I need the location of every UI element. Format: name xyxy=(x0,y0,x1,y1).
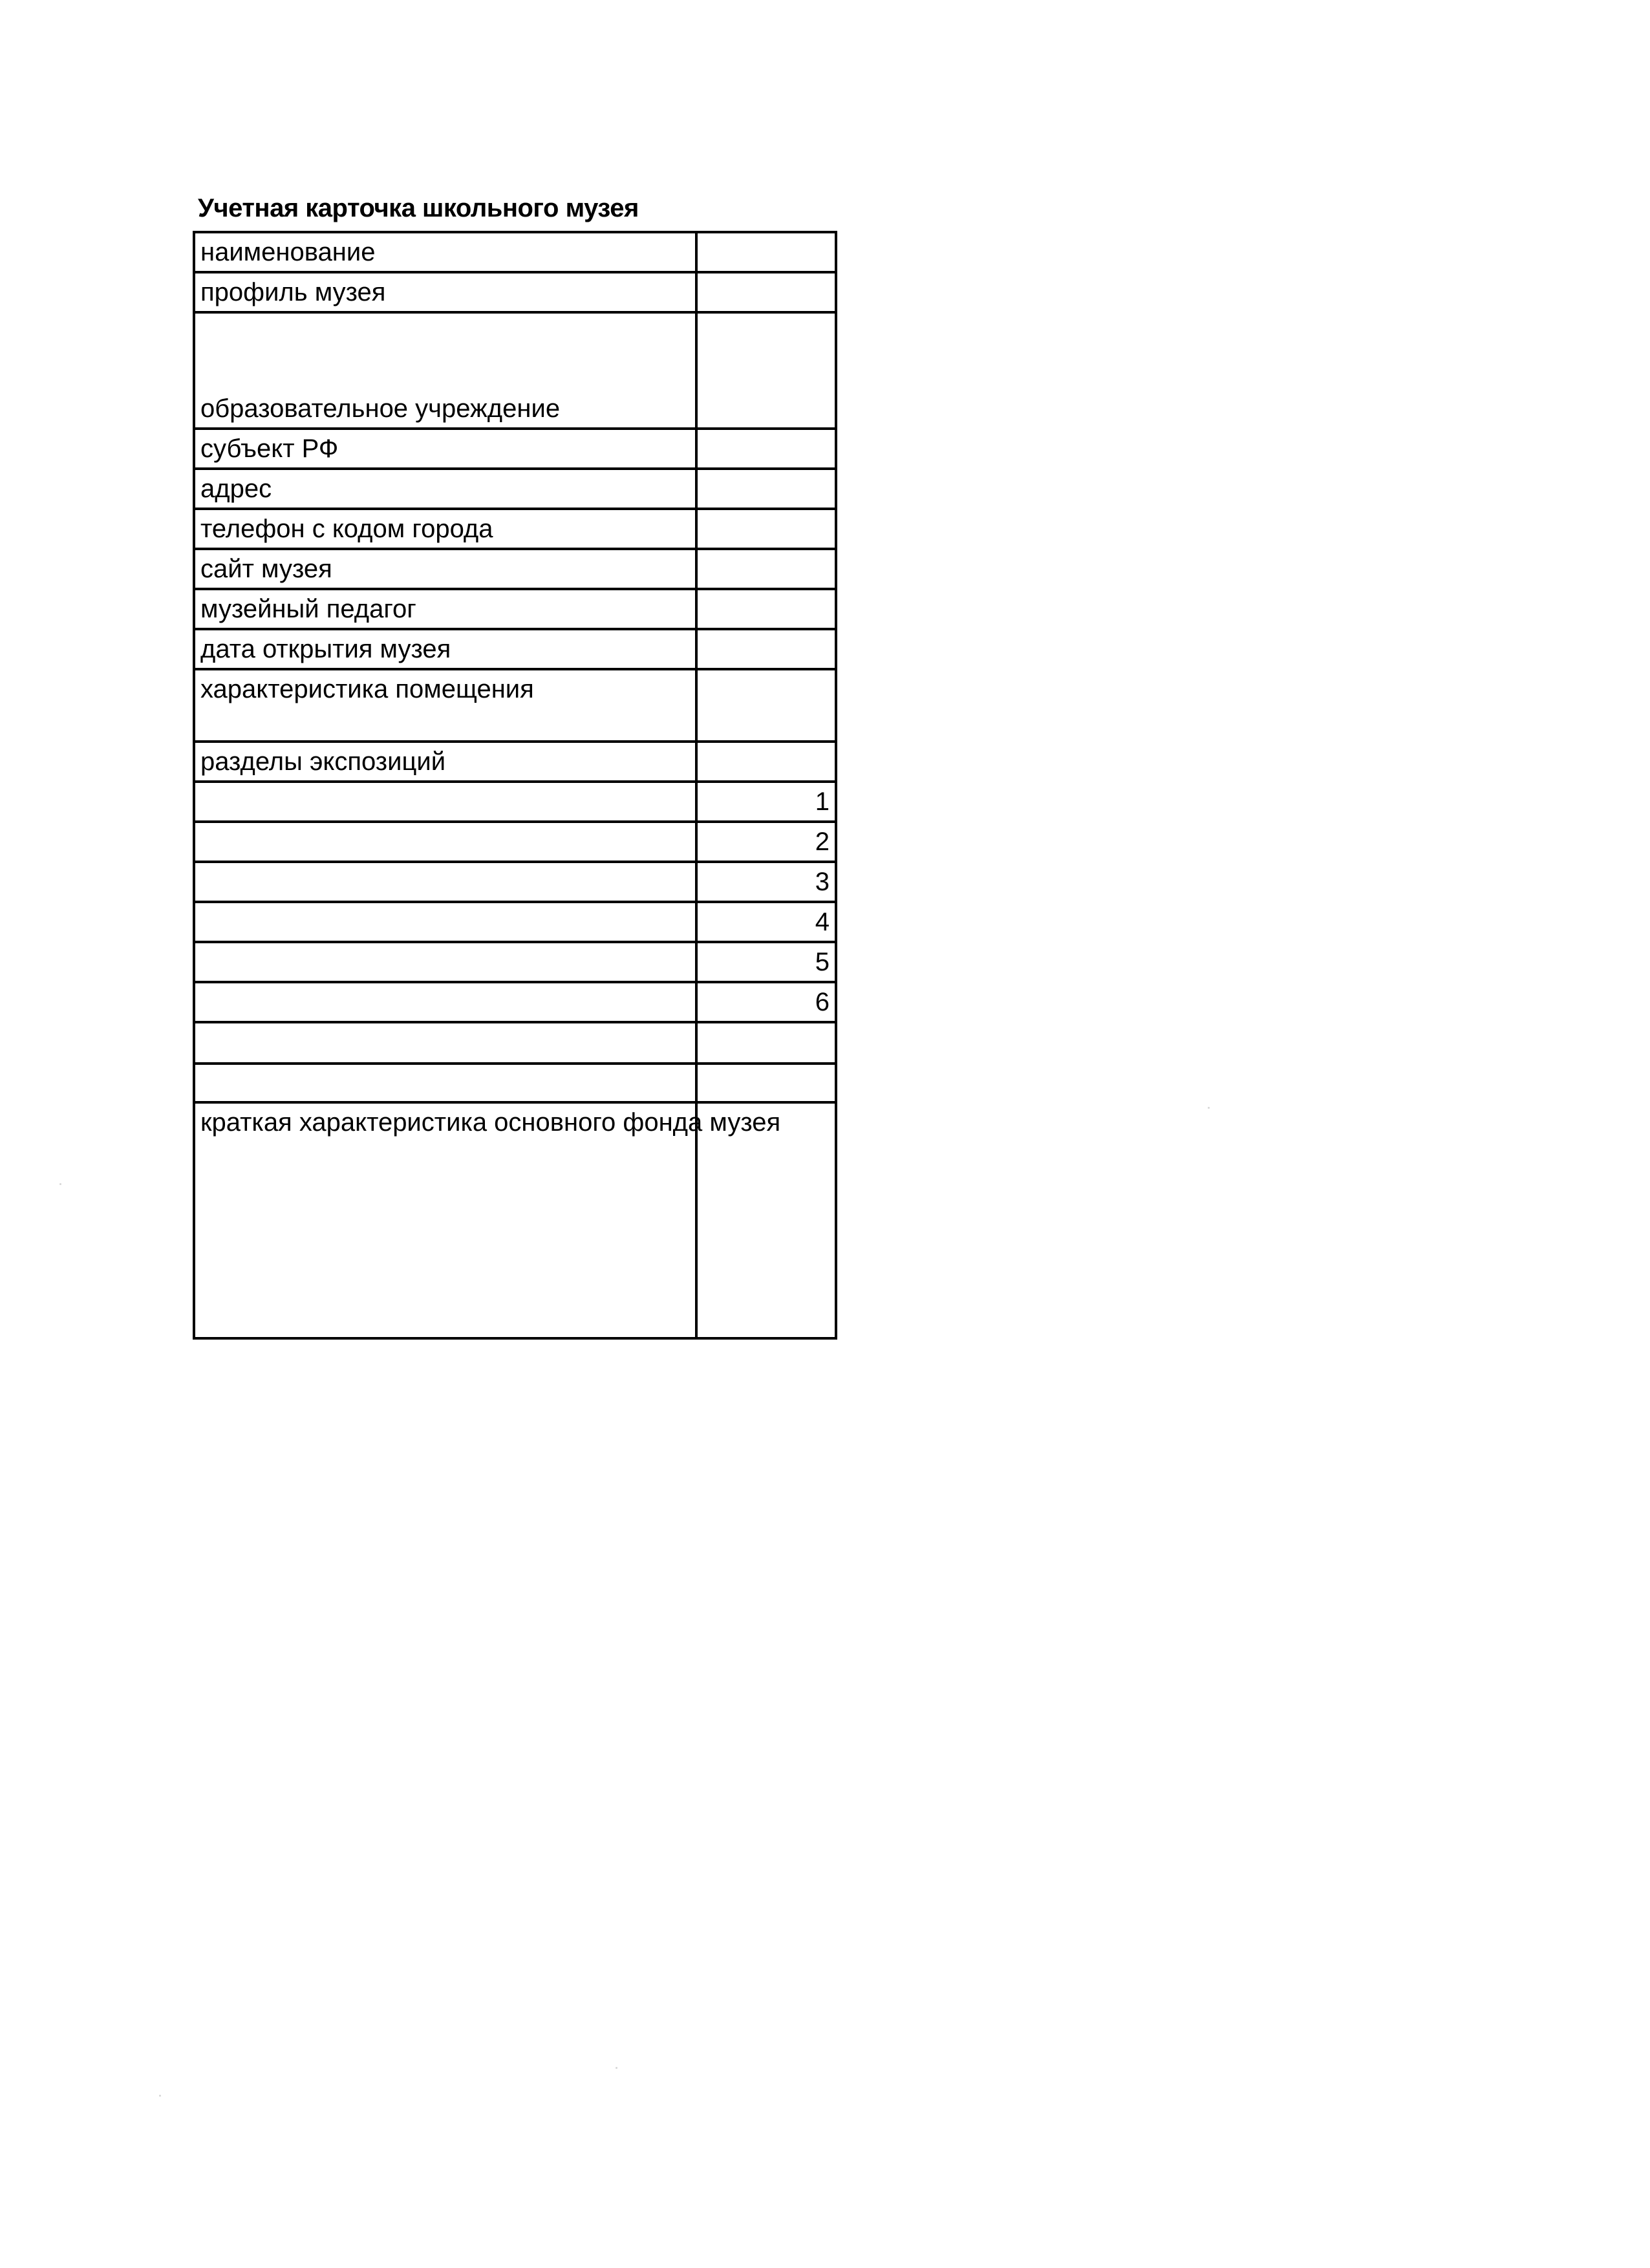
section-name-cell xyxy=(194,902,696,942)
empty-cell xyxy=(194,1022,696,1064)
section-row xyxy=(194,822,836,862)
table-row xyxy=(194,509,836,549)
table-row xyxy=(194,1022,836,1064)
field-value-institution xyxy=(696,312,836,429)
section-row xyxy=(194,942,836,982)
card-title: Учетная карточка школьного музея xyxy=(198,194,639,222)
table-row xyxy=(194,1064,836,1102)
museum-registration-card-table xyxy=(193,231,837,1340)
section-number: 2 xyxy=(696,822,836,862)
section-name-cell xyxy=(194,782,696,822)
field-label-address: адрес xyxy=(194,469,696,509)
field-value-name xyxy=(696,232,836,272)
field-value-sections xyxy=(696,742,836,782)
empty-cell xyxy=(696,1064,836,1102)
section-row xyxy=(194,782,836,822)
table-row xyxy=(194,669,836,742)
section-number: 4 xyxy=(696,902,836,942)
table-row xyxy=(194,629,836,669)
field-value-region xyxy=(696,429,836,469)
scan-speck xyxy=(1208,1107,1210,1109)
table-row xyxy=(194,742,836,782)
table-row xyxy=(194,589,836,629)
field-value-phone xyxy=(696,509,836,549)
field-label-profile: профиль музея xyxy=(194,272,696,312)
field-value-teacher xyxy=(696,589,836,629)
field-value-opening-date xyxy=(696,629,836,669)
scan-speck xyxy=(59,1183,61,1185)
section-name-cell xyxy=(194,942,696,982)
section-row xyxy=(194,902,836,942)
section-name-cell xyxy=(194,822,696,862)
field-label-fund-description: краткая характеристика основного фонда музея xyxy=(194,1102,696,1338)
section-name-cell xyxy=(194,862,696,902)
field-label-region: субъект РФ xyxy=(194,429,696,469)
table-row xyxy=(194,1102,836,1338)
scan-speck xyxy=(159,2095,161,2097)
field-value-website xyxy=(696,549,836,589)
field-label-sections: разделы экспозиций xyxy=(194,742,696,782)
field-value-address xyxy=(696,469,836,509)
section-row xyxy=(194,982,836,1022)
field-label-teacher: музейный педагог xyxy=(194,589,696,629)
field-label-institution: образовательное учреждение xyxy=(194,312,696,429)
field-value-fund-description xyxy=(696,1102,836,1338)
section-number: 6 xyxy=(696,982,836,1022)
field-value-profile xyxy=(696,272,836,312)
table-row xyxy=(194,232,836,272)
empty-cell xyxy=(696,1022,836,1064)
section-number: 3 xyxy=(696,862,836,902)
section-name-cell xyxy=(194,982,696,1022)
empty-cell xyxy=(194,1064,696,1102)
table-row xyxy=(194,272,836,312)
field-label-website: сайт музея xyxy=(194,549,696,589)
table-row xyxy=(194,312,836,429)
table-row xyxy=(194,469,836,509)
field-label-premises: характеристика помещения xyxy=(194,669,696,742)
section-row xyxy=(194,862,836,902)
field-label-phone: телефон с кодом города xyxy=(194,509,696,549)
section-number: 5 xyxy=(696,942,836,982)
field-label-opening-date: дата открытия музея xyxy=(194,629,696,669)
field-label-name: наименование xyxy=(194,232,696,272)
section-number: 1 xyxy=(696,782,836,822)
table-row xyxy=(194,429,836,469)
scan-speck xyxy=(616,2067,617,2069)
table-row xyxy=(194,549,836,589)
field-value-premises xyxy=(696,669,836,742)
